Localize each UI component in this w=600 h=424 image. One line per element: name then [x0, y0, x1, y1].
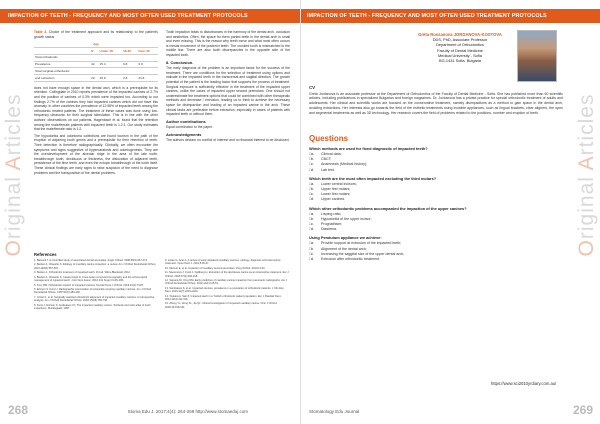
text-column-left: [34, 30, 158, 177]
right-page: [300, 0, 600, 424]
reference-item: 14. Topkara A, Sari Z. Impacted teeth in a Turkish orthodontic patient population. Eur J Paediatr Dent. 2012;13(4):311-316.: [165, 294, 282, 301]
cv-heading: CV: [309, 85, 316, 90]
references-col-a: [34, 259, 159, 311]
answer-checkbox[interactable]: □c.: [309, 251, 314, 256]
reference-item: 13. Sambataro S, et al. Impacted canines: prevalence in a population of orthodontic patients. J Clin Exp Dent. 2019;11(7):e615-e620.: [165, 286, 284, 294]
table-row: [34, 61, 158, 68]
table-header-cell: N: [90, 47, 98, 54]
page-number: 268: [8, 403, 29, 417]
answer-text: Lower first molars;: [321, 192, 351, 197]
conclusion-heading: 8. Conclusion.: [166, 59, 194, 65]
answer-checkbox[interactable]: □a.: [309, 241, 315, 246]
table-header-cell: Under 18: [99, 47, 123, 54]
answer-checkbox[interactable]: □d.: [309, 227, 315, 232]
answer-option[interactable]: [309, 197, 563, 202]
author-cv: [309, 86, 563, 115]
answer-checkbox[interactable]: □d.: [309, 197, 315, 202]
answer-text: Lower central incisors;: [321, 181, 357, 186]
table-cell: [99, 68, 123, 75]
question: Which other orthodontic problems accompanied the impaction of the upper canines?: [309, 205, 467, 211]
answer-checkbox[interactable]: □d.: [309, 257, 315, 262]
answer-checkbox[interactable]: □b.: [309, 187, 315, 192]
table-cell: [137, 68, 158, 75]
table-cell: 15.4: [99, 61, 123, 68]
answer-checkbox[interactable]: □a.: [309, 181, 315, 186]
reference-item: 1. Baccetti T. A controlled study of associated dental anomalies. Angle Orthod. 1998;68(3):267-274.: [34, 259, 148, 262]
question: Which teeth are the most often impacted excluding the third molars?: [309, 175, 437, 181]
answer-checkbox[interactable]: □a.: [309, 152, 315, 156]
reference-item: 7. Grisar K, et al. Surgically assisted orthodontic alignment of impacted maxillary canines: A retrospective analysis. Am J Orthod Dentofacial Orthop. 2018;154(6):782-790.: [34, 295, 155, 303]
table-cell: [122, 68, 137, 75]
table-header-cell: 18-30: [122, 47, 137, 54]
questions-heading: Questions: [309, 134, 349, 143]
paragraph: does not have enough space in the dental arch, which is a prerequisite for its retention. Collingdale in 2010 reports prevalence of the impacted canines of 2.7% and the position of canines of 0.3% which were impacted too. According to our findings 2.7% of the canines they had impacted canines which did not have this anomaly. In other countries the prevalence of 12.58% of impacted teeth among the orthodontic treated patients. The treatment of these cases was done using low-frequency ultrasonic for their surgical stimulation. This is in line with the other authors' observations on our patients. Hagenbach et al. found that the retention among the male/female patients with impacted teeth is 1.2:1. Our study estimates that the male/female ratio is 1:2.: [34, 85, 158, 132]
table-cell: 20: [90, 75, 98, 82]
answer-option[interactable]: [309, 227, 563, 232]
journal-footer: Stomatology Edu Journal: [309, 409, 360, 414]
table-header-cell: [34, 47, 90, 54]
running-header: IMPACTION OF TEETH - FREQUENCY AND MOST OFTEN USED TREATMENT PROTOCOLS: [0, 9, 300, 23]
section-label: Original Articles: [2, 93, 25, 257]
author-box: [309, 30, 563, 84]
reference-item: 9. Litsas G, Acar A. A review of early displaced maxillary canines: etiology, diagnosis and interceptive treatment. Open Dent J. 2011;5:39-47.: [165, 259, 281, 266]
reference-item: 6. Ericson S, Kurol J. Radiographic examination of ectopically erupting maxillary canines. Am J Orthod Dentofacial Orthop. 1987;91(6):483-492.: [34, 288, 152, 295]
answer-option[interactable]: [309, 168, 563, 173]
reference-item: 4. Becker A, Chaushu S, Casap-Caspi N. Cone-beam computed tomography and the orthosurgical management of impacted teeth. J Am Dent Assoc. 2010;141 Suppl 3:14S-18S.: [34, 275, 148, 283]
table-row: [34, 68, 158, 75]
contrib-text: Equal contribution to the paper.: [166, 125, 213, 130]
answer-text: Alignment of the dental arch;: [321, 246, 367, 251]
answer-checkbox[interactable]: □a.: [309, 211, 315, 216]
answer-text: Lisping ratio;: [321, 211, 342, 216]
running-header: IMPACTION OF TEETH - FREQUENCY AND MOST OFTEN USED TREATMENT PROTOCOLS: [301, 9, 600, 23]
conclusion-text: The early diagnosis of the problem is an important factor for the success of the treatment. There are conditions for the selection of treatment using options and indicate in the impacted teeth in the transversal and sagittal direction. The growth potential of the patient is the leading factor that supports the process of treatment. Surgical exposure is sufficiently effective in the treatment of the impacted upper canines, unlike the cases of impacted upper second premolars. One should not underestimate the treatment options that could be combined with other therapeutic methods and decrease / extrusion, leading us to think to achieve the necessary space for disimpaction and leading of an impacted canine in the arch. These clinical tasks are preferable before extraction, especially in cases of patients with impacted teeth or without them.: [166, 66, 290, 117]
answer-text: Increasing the saggital size of the upper dental arch;: [321, 251, 405, 256]
table-cell: 2.8: [122, 75, 137, 82]
answer-checkbox[interactable]: □b.: [309, 157, 315, 162]
table-caption: Table 4. Choice of the treatment approach and its relationship to the patient's growth status: [34, 30, 158, 39]
table-row: [34, 54, 158, 61]
reference-item: 11. Naoumova J, Kurol J, Kjellberg H. Extraction of the deciduous canine as an interceptive treatment. Eur J Orthod. 2015;37(2):209-218.: [165, 271, 289, 278]
table-cell: 42: [90, 61, 98, 68]
table-cell: [90, 54, 98, 61]
reference-item: 3. Becker A. Orthodontic treatment of impacted teeth. 3rd ed. Wiley-Blackwell; 2012.: [34, 271, 131, 275]
table-cell: [90, 68, 98, 75]
table-cell: 6.8: [122, 61, 137, 68]
answer-checkbox[interactable]: □b.: [309, 216, 315, 221]
journal-footer: Stoma Edu J. 2017;4(4): 264-269 http://www.stomaeduj.com: [127, 409, 248, 414]
section-sidebar: [0, 30, 28, 320]
table-group-header: Age: [34, 41, 158, 47]
table-cell: and extraction: [34, 75, 90, 82]
question: Using Pendulum appliance we achieve:: [309, 235, 382, 241]
table-cell: [99, 54, 123, 61]
page-number: 269: [572, 403, 593, 417]
question: Which methods are used for fixed diagnostic of impacted teeth?: [309, 146, 428, 151]
table-cell: Prevalence: [34, 61, 90, 68]
url-link[interactable]: https://www.sci2010yrdiary.com.au/: [491, 381, 557, 386]
affiliation-line: BG-1431 Sofia, Bulgaria: [439, 58, 481, 64]
ack-text: The authors declare no conflict of interest and no financial interest to be disclosed.: [166, 138, 290, 143]
contrib-heading: Author contributions: [166, 118, 206, 124]
affiliation-line: DDS, PhD, Associate Professor: [432, 37, 488, 43]
answer-checkbox[interactable]: □b.: [309, 246, 315, 251]
answer-text: CBCT;: [321, 157, 332, 162]
answer-text: Diastema.: [321, 227, 338, 232]
references-heading: References: [34, 252, 57, 257]
answer-text: Anamnesis (Medical history);: [321, 162, 368, 167]
table-cell: Total orthodontic: [34, 54, 90, 61]
section-sidebar: [573, 30, 600, 320]
answer-text: Upper canines.: [321, 197, 346, 202]
table-row: [34, 75, 158, 82]
answer-text: Clinical data;: [321, 152, 342, 156]
answer-checkbox[interactable]: □c.: [309, 192, 314, 197]
answer-text: Prognathism;: [321, 222, 343, 227]
table-cell: Total surgical-orthodontic: [34, 68, 90, 75]
author-affiliation: [405, 32, 515, 63]
affiliation-line: Department of Orthodontics: [436, 42, 484, 48]
paragraph: Tooth impaction leads to disturbances in the harmony of the dental arch, occlusion and aesthetics. Often, the space for them parted teeth in the dental arch is small and even missing. This is the reason why teeth move and what most often occurs is mesial movement of the posterior teeth. The crooked tooth is mismatched to the middle line. There are also tooth discrepancies in the opposite side of the impacted tooth.: [166, 30, 290, 57]
answer-checkbox[interactable]: □c.: [309, 222, 314, 227]
table-cell: [137, 54, 158, 61]
answer-text: Lab test.: [321, 167, 335, 172]
cv-text: Greta Jordanova is an associate professor at the Department of Orthodontics of the Faculty of Dental Medicine - Sofia. She has published more than 60 scientific articles, including publications in specialized Bulgarian and foreign magazines. Dr. Jordanova has a private practice for special orthodontic treatment of adults and adolescents. Her clinical and scientific works are focused on the conservative treatment, namely disimpactions as a method to gain space in the dental arch, avoiding extractions. Her interests also go towards the field of the esthetic treatments using invisible appliances, such as lingual brackets, clear aligners, the open and segmental treatments as well as 3D technology. Her research covers the field of problems related to the positions, number and eruption of teeth.: [309, 91, 563, 115]
table-cell: 21.8: [137, 75, 158, 82]
reference-item: 12. Sajnani AK, King NM. Early prediction of maxillary canine impaction from panoramic radiographs. Am J Orthod Dentofacial Orthop. 2012;142(1):45-51.: [165, 279, 288, 286]
reference-item: 2. Becker A, Chaushu S. Etiology of maxillary canine impaction: a review. Am J Orthod Dentofacial Orthop. 2015;148(4):557-567.: [34, 263, 157, 270]
author-photo: [517, 30, 557, 82]
text-column-right: [166, 30, 290, 145]
references: [34, 252, 290, 311]
paragraph: The hypodontia and odontoma collections are found tourism in the path of the eruption of adjoining tooth germs and a prerequisite for their retention of teeth. Their detection is therefore radiographically. Clinically, we often encounter the symptoms and signs suggestive of hypercaratosis and odontogenesis. They are the overdevelopment of the alveolar ridge in the area of the late tooth, breakthrough tooth, deciduous or thickness, the dislocation of adjacent teeth, persistence of the time teeth, and even the ectopic breakthrough of the tooth itself. These clinical findings are early signs to raise suspicion of the need to diagnose problems and the transposition of the dental problems.: [34, 133, 158, 175]
section-label: Original Articles: [575, 93, 598, 257]
answer-option[interactable]: [309, 257, 563, 262]
answer-checkbox[interactable]: □d.: [309, 167, 315, 172]
affiliation-line: Faculty of Dental Medicine: [437, 47, 483, 53]
author-name: Greta Rossanova JORDANOVA-KOSTOVA: [418, 32, 502, 37]
table-cell: 15.8: [99, 75, 123, 82]
references-col-b: [165, 259, 290, 311]
table-cell: 6.9: [137, 61, 158, 68]
answer-checkbox[interactable]: □c.: [309, 162, 314, 167]
answer-text: Upper first molars;: [321, 187, 351, 192]
questions: [309, 134, 563, 262]
table-header-cell: Over 30: [137, 47, 158, 54]
reference-item: 8. Kurol J, Ericson S, Andreasen JO. The impacted maxillary canine. Textbook and color atlas of tooth impactions. Munksgaard; 1997.: [34, 303, 151, 310]
reference-item: 10. Mercuri E, et al. Impaction of maxillary second premolars. Prog Orthod. 2013;14:23.: [165, 266, 266, 270]
answer-text: Extrusion after orthodontic treatment.: [321, 257, 381, 262]
reference-item: 15. Zhong YL, Zeng XL, Jia QL. Clinical investigation of impacted maxillary canine. Chin J Orthod. 2006;13:158-161.: [165, 302, 278, 309]
answer-text: Provide support at extrusion of the impacted teeth;: [321, 241, 402, 246]
table-4: [34, 41, 158, 82]
table-cell: [122, 54, 137, 61]
affiliation-line: Medical University - Sofia: [438, 52, 482, 58]
reference-item: 5. Cruz RM. Orthodontic traction of impacted canines. Dental Press J Orthod. 2019;24(2):74-87.: [34, 283, 144, 287]
ack-heading: Acknowledgments: [166, 131, 202, 137]
answer-text: Hypodontia of the upper incisor;: [321, 216, 372, 221]
